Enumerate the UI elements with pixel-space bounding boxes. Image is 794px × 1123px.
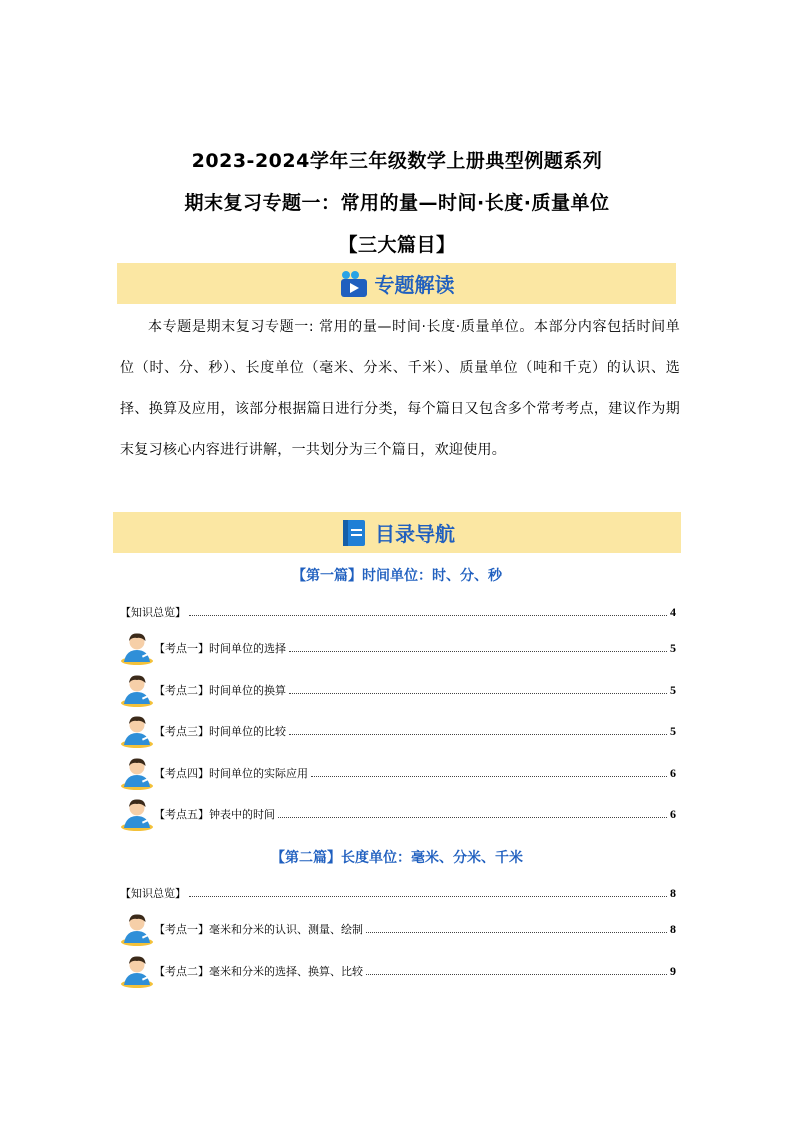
toc-entry[interactable] xyxy=(120,600,676,620)
toc-entry[interactable] xyxy=(120,719,676,739)
book-icon xyxy=(339,518,369,548)
toc-page-number: 5 xyxy=(670,683,676,697)
toc-entry-label: 【知识总览】 xyxy=(120,887,186,900)
toc-entry[interactable] xyxy=(120,636,676,656)
document-title: 2023-2024学年三年级数学上册典型例题系列 xyxy=(191,150,603,172)
toc-page-number: 9 xyxy=(670,964,676,978)
toc-page-number: 6 xyxy=(670,807,676,821)
toc-entry[interactable] xyxy=(120,881,676,901)
toc-leader-dots xyxy=(366,931,667,933)
toc-banner xyxy=(113,512,681,553)
document-subtitle: 期末复习专题一：常用的量—时间·长度·质量单位 xyxy=(184,192,610,214)
toc-leader-dots xyxy=(289,692,667,694)
toc-page-number: 4 xyxy=(670,605,676,619)
toc-leader-dots xyxy=(189,614,667,616)
toc-entry[interactable] xyxy=(120,959,676,979)
toc-entry-label: 【考点五】钟表中的时间 xyxy=(154,808,275,821)
intro-banner xyxy=(117,263,676,304)
toc-entry-label: 【知识总览】 xyxy=(120,606,186,619)
toc-leader-dots xyxy=(189,895,667,897)
toc-page-number: 8 xyxy=(670,922,676,936)
video-camera-icon xyxy=(339,269,369,299)
toc-banner-title: 目录导航 xyxy=(375,522,455,546)
toc-entry-label: 【考点二】时间单位的换算 xyxy=(154,684,286,697)
toc-section-heading: 【第一篇】时间单位：时、分、秒 xyxy=(292,568,502,584)
toc-entry[interactable] xyxy=(120,678,676,698)
toc-page-number: 5 xyxy=(670,641,676,655)
intro-paragraph: 本专题是期末复习专题一: 常用的量—时间·长度·质量单位。本部分内容包括时间单位（时、分、秒）、长度单位（毫米、分米、千米）、质量单位（吨和千克）的认识、选择、换算及应用，该部分根据篇日进行分类，每个篇日又包含多个常考考点，建议作为期末复习核心内容进行讲解，一共划分为三个篇日，欢迎使用。 xyxy=(120,319,680,458)
toc-leader-dots xyxy=(278,816,667,818)
toc-leader-dots xyxy=(311,775,667,777)
toc-entry-label: 【考点二】毫米和分米的选择、换算、比较 xyxy=(154,965,363,978)
toc-leader-dots xyxy=(366,973,667,975)
toc-leader-dots xyxy=(289,650,667,652)
toc-entry[interactable] xyxy=(120,761,676,781)
toc-entry-label: 【考点一】毫米和分米的认识、测量、绘制 xyxy=(154,923,363,936)
toc-entry-label: 【考点四】时间单位的实际应用 xyxy=(154,767,308,780)
intro-banner-title: 专题解读 xyxy=(374,273,455,297)
toc-page-number: 6 xyxy=(670,766,676,780)
toc-page-number: 8 xyxy=(670,886,676,900)
toc-section-heading: 【第二篇】长度单位：毫米、分米、千米 xyxy=(271,850,523,866)
toc-entry[interactable] xyxy=(120,917,676,937)
toc-page-number: 5 xyxy=(670,724,676,738)
toc-entry-label: 【考点一】时间单位的选择 xyxy=(154,642,286,655)
toc-leader-dots xyxy=(289,733,667,735)
document-part-count: 【三大篇目】 xyxy=(338,234,456,256)
toc-entry[interactable] xyxy=(120,802,676,822)
toc-entry-label: 【考点三】时间单位的比较 xyxy=(154,725,286,738)
